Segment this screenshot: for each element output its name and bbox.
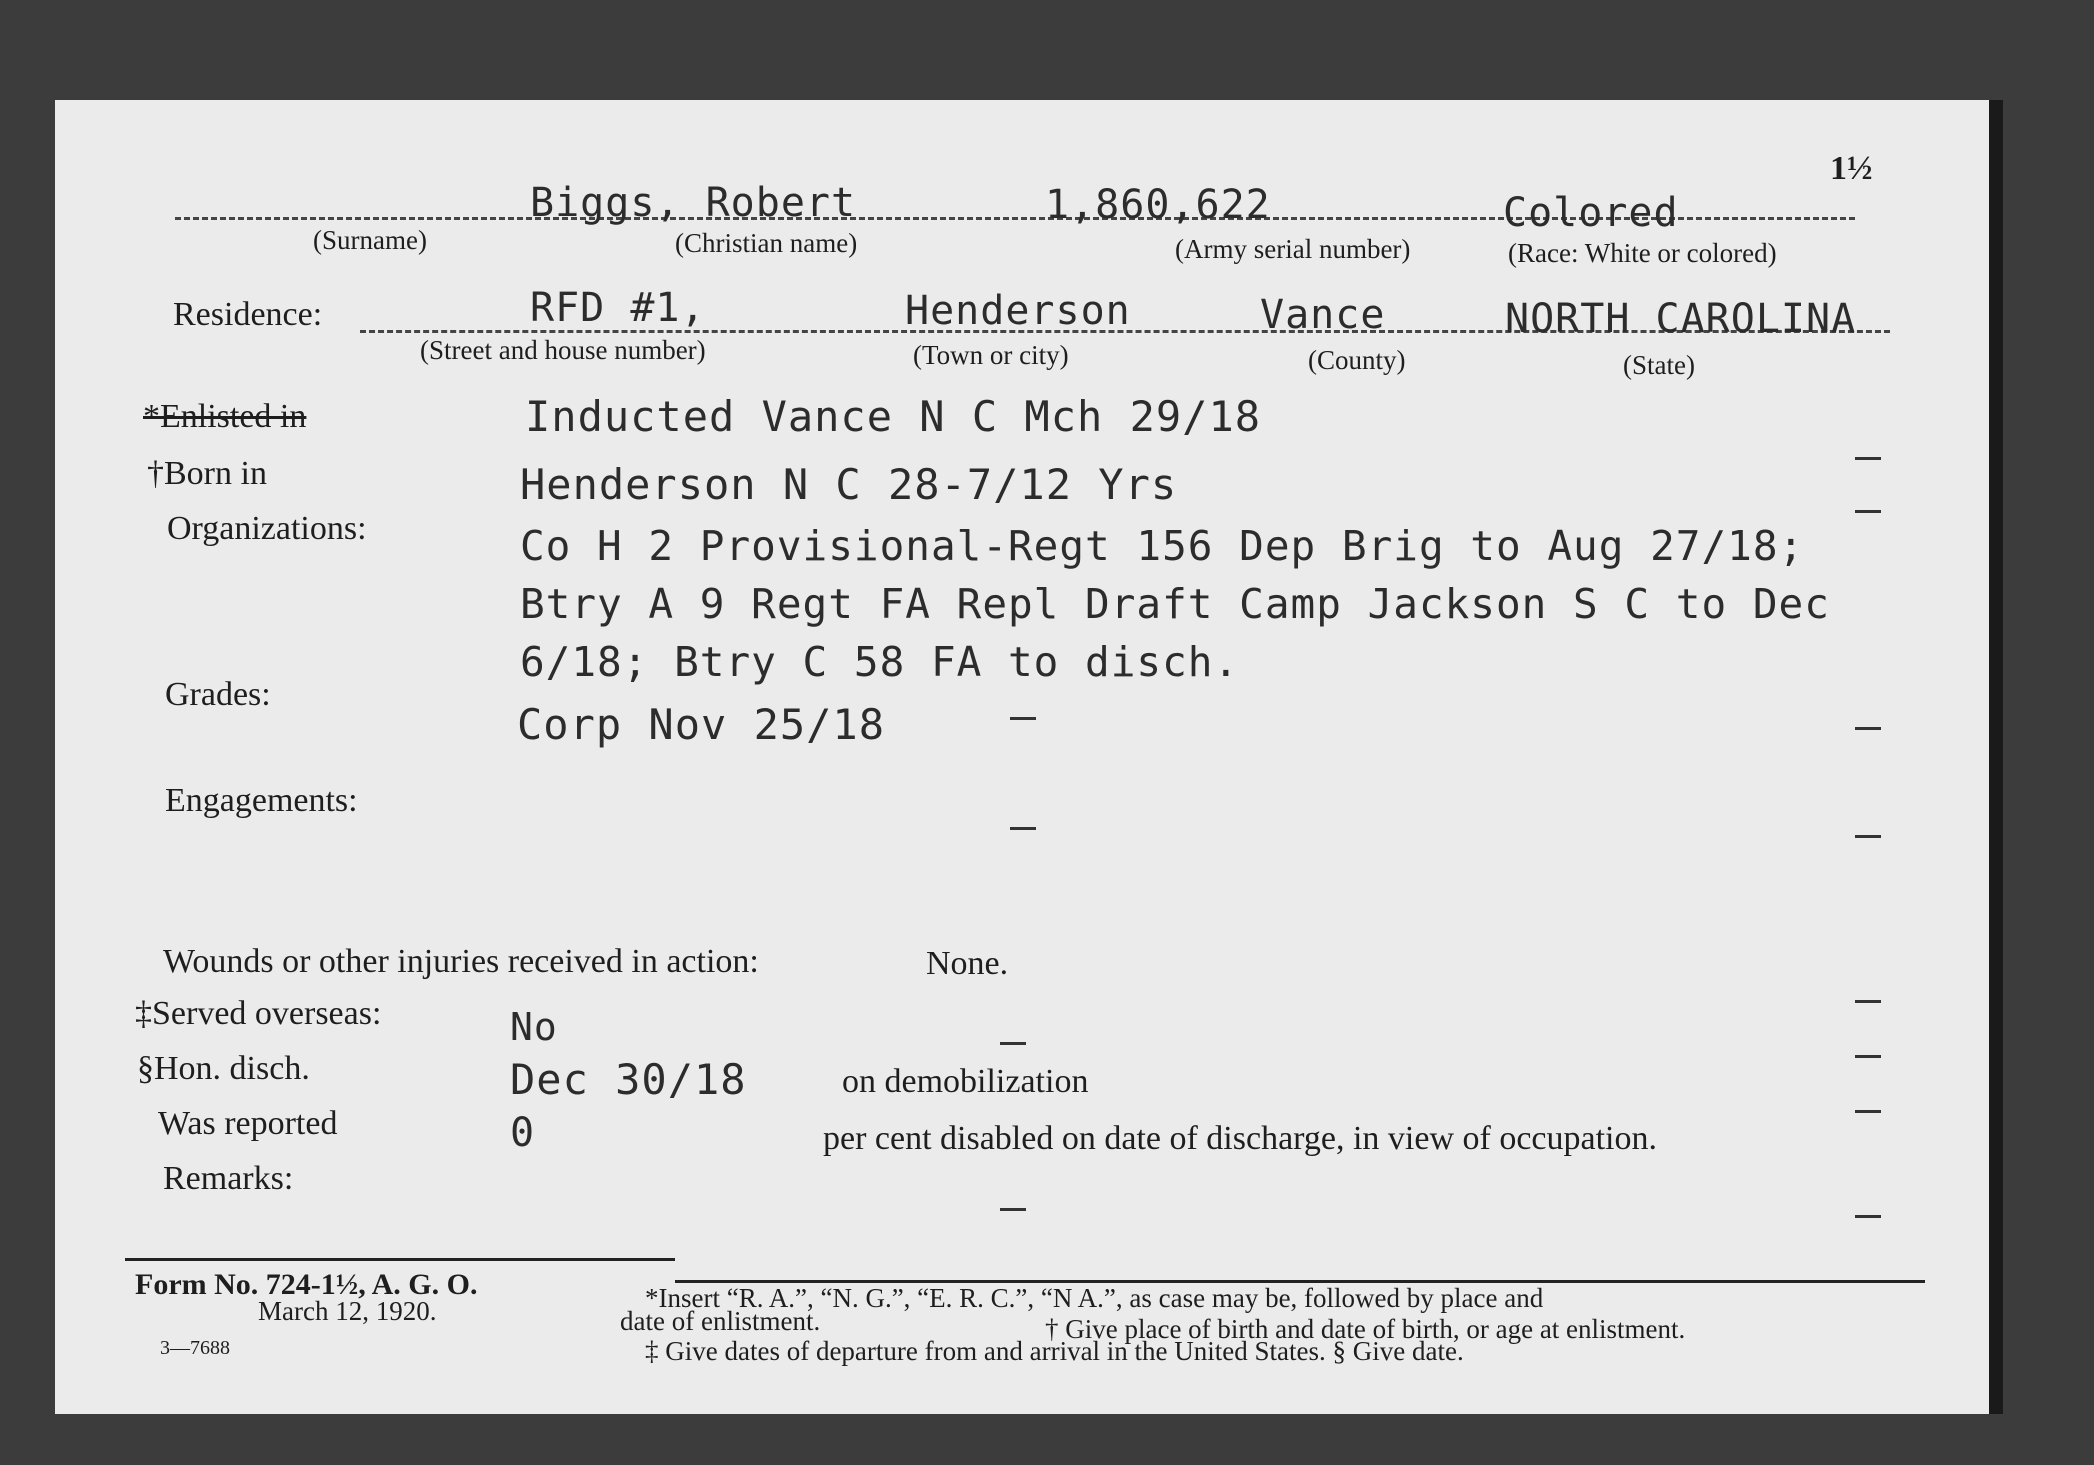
served-overseas-label: ‡Served overseas: [135, 995, 382, 1032]
county-caption: (County) [1308, 345, 1406, 375]
wounds-label: Wounds or other injuries received in action: [163, 943, 759, 980]
residence-town-value: Henderson [905, 288, 1131, 334]
footnote-1: *Insert “R. A.”, “N. G.”, “E. R. C.”, “N A.”, as case may be, followed by place and [645, 1283, 1544, 1313]
engagements-label: Engagements: [165, 782, 358, 819]
town-caption: (Town or city) [913, 340, 1069, 370]
grades-dash [1010, 717, 1036, 720]
race-caption: (Race: White or colored) [1508, 238, 1777, 268]
born-label: †Born in [147, 455, 267, 492]
form-number: Form No. 724-1½, A. G. O. [135, 1268, 478, 1301]
on-demobilization-text: on demobilization [842, 1063, 1089, 1100]
residence-state-value: NORTH CAROLINA [1505, 296, 1857, 342]
footnote-2b: † Give place of birth and date of birth, or age at enlistment. [1045, 1314, 1686, 1344]
organizations-line-3: 6/18; Btry C 58 FA to disch. [520, 638, 1240, 686]
percent-disabled-text: per cent disabled on date of discharge, in view of occupation. [823, 1120, 1657, 1157]
remarks-dash [1000, 1208, 1026, 1211]
organizations-label: Organizations: [167, 510, 367, 547]
remarks-label: Remarks: [163, 1160, 294, 1197]
serial-number-value: 1,860,622 [1045, 182, 1271, 228]
was-reported-value: 0 [510, 1110, 536, 1156]
grades-dash-2 [1855, 727, 1881, 730]
hon-disch-value: Dec 30/18 [510, 1055, 747, 1104]
footnote-2a: date of enlistment. [620, 1306, 821, 1336]
enlisted-value: Inducted Vance N C Mch 29/18 [525, 392, 1262, 441]
born-value: Henderson N C 28-7/12 Yrs [520, 460, 1178, 509]
record-card [55, 100, 2003, 1414]
born-dash [1855, 457, 1881, 460]
overseas-dash [1000, 1042, 1026, 1045]
hon-disch-label: §Hon. disch. [137, 1050, 310, 1087]
state-caption: (State) [1623, 350, 1695, 380]
hon-disch-dash [1855, 1110, 1881, 1113]
serial-caption: (Army serial number) [1175, 234, 1411, 264]
grades-label: Grades: [165, 676, 271, 713]
overseas-dash-2 [1855, 1055, 1881, 1058]
surname-caption: (Surname) [313, 225, 427, 255]
was-reported-label: Was reported [158, 1105, 338, 1142]
born-dash-2 [1855, 510, 1881, 513]
engagements-dash-2 [1855, 835, 1881, 838]
grades-value: Corp Nov 25/18 [517, 700, 886, 749]
footer-rule-left [125, 1258, 675, 1261]
footnote-3: ‡ Give dates of departure from and arrival in the United States. § Give date. [645, 1336, 1464, 1366]
served-overseas-value: No [510, 1005, 558, 1049]
remarks-dash-2 [1855, 1215, 1881, 1218]
form-date: March 12, 1920. [258, 1296, 437, 1326]
organizations-line-2: Btry A 9 Regt FA Repl Draft Camp Jackson S C to Dec [520, 580, 1830, 628]
card-corner-number: 1½ [1830, 150, 1873, 187]
residence-street-value: RFD #1, [530, 285, 706, 331]
christian-name-caption: (Christian name) [675, 228, 858, 258]
race-value: Colored [1503, 190, 1679, 236]
name-value: Biggs, Robert [530, 180, 857, 226]
enlisted-label: *Enlisted in [143, 398, 307, 435]
street-caption: (Street and house number) [420, 335, 706, 365]
residence-label: Residence: [173, 296, 323, 333]
organizations-line-1: Co H 2 Provisional-Regt 156 Dep Brig to Aug 27/18; [520, 522, 1805, 570]
wounds-value: None. [926, 945, 1009, 982]
print-code: 3—7688 [160, 1337, 230, 1359]
wounds-dash [1855, 1000, 1881, 1003]
residence-county-value: Vance [1260, 292, 1386, 338]
engagements-dash [1010, 827, 1036, 830]
